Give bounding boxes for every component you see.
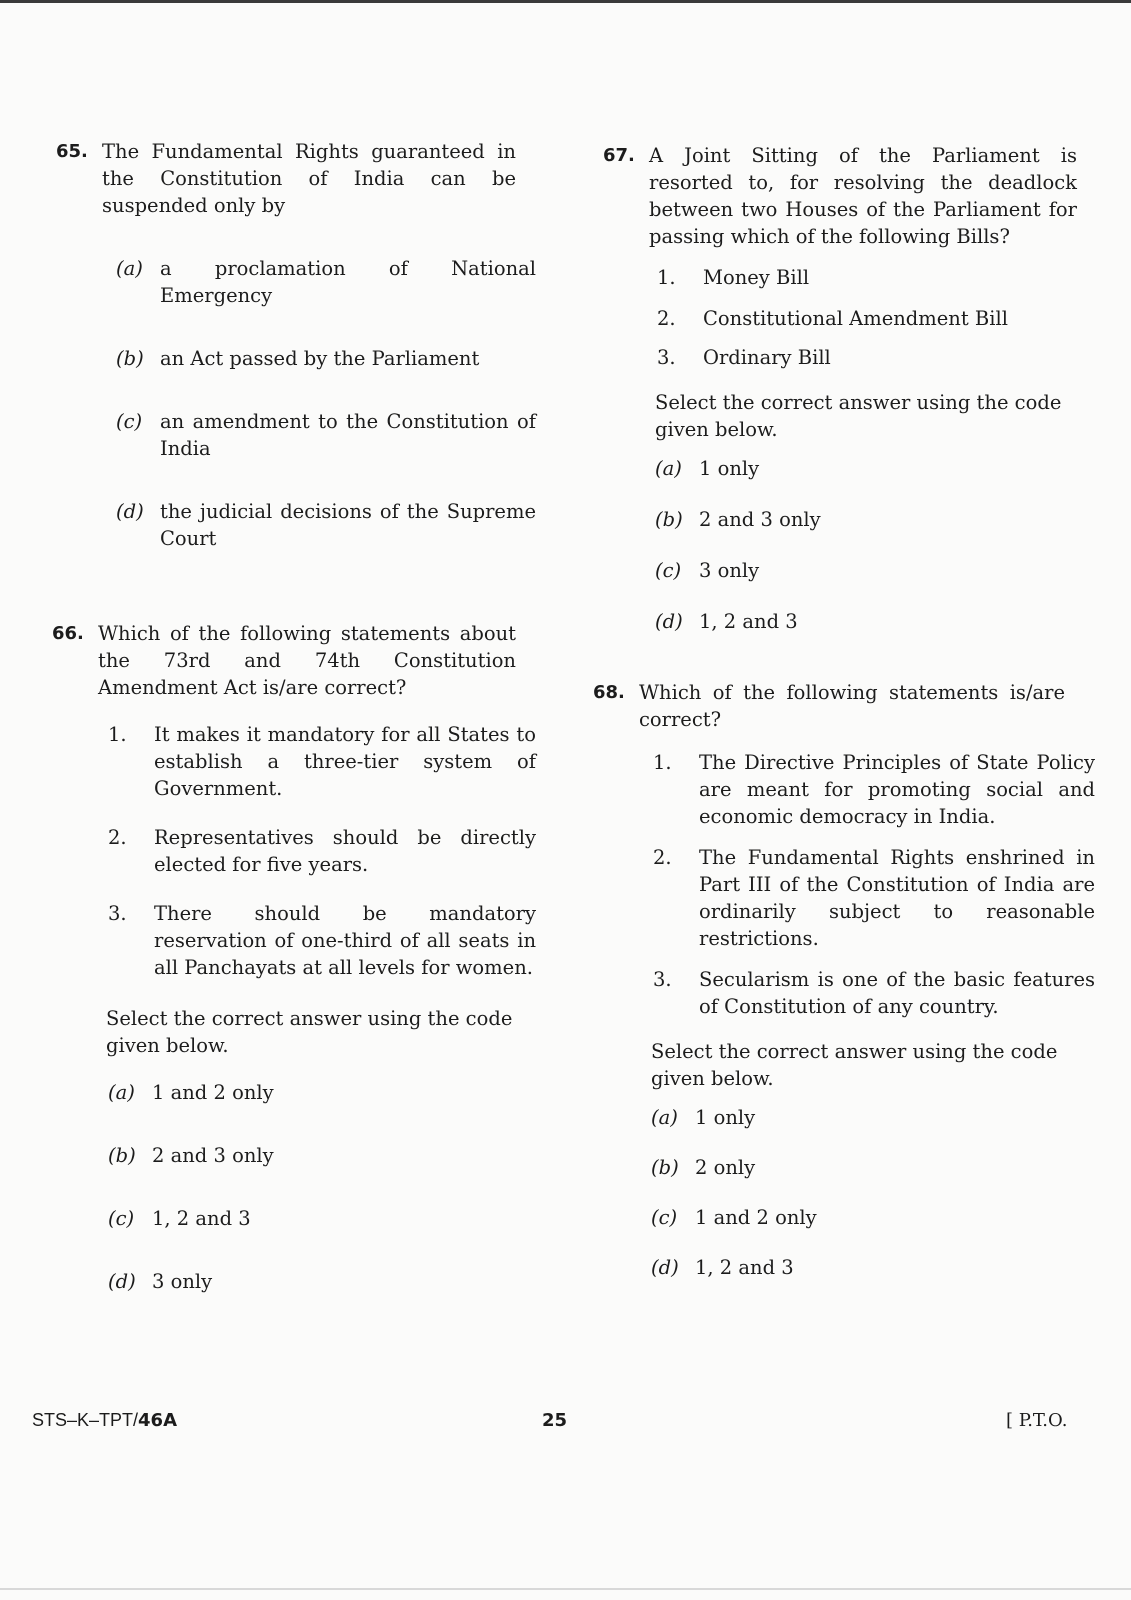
option-text: the judicial decisions of the Supreme Court xyxy=(160,500,536,550)
option-text: 1, 2 and 3 xyxy=(699,610,798,633)
option-d xyxy=(655,608,1095,635)
option-text: a proclamation of National Emergency xyxy=(160,257,536,307)
statement-2 xyxy=(657,305,1095,332)
question-number: 66. xyxy=(52,623,84,644)
option-label: (c) xyxy=(655,559,682,582)
option-b xyxy=(116,345,536,372)
question-number: 68. xyxy=(593,682,625,703)
booklet-code xyxy=(32,1410,177,1431)
booklet-code-prefix: STS–K–TPT/ xyxy=(32,1410,139,1430)
question-number: 67. xyxy=(603,145,635,166)
option-text: 1 and 2 only xyxy=(152,1081,274,1104)
top-border-line xyxy=(0,0,1131,3)
statement-1 xyxy=(108,721,536,802)
statement-1 xyxy=(653,749,1095,830)
statement-3 xyxy=(653,966,1095,1020)
option-a xyxy=(108,1079,536,1106)
option-c xyxy=(651,1204,1095,1231)
statement-text: Representatives should be directly elected for five years. xyxy=(154,826,536,876)
statement-3 xyxy=(108,900,536,981)
option-label: (a) xyxy=(108,1081,135,1104)
option-text: an amendment to the Constitution of India xyxy=(160,410,536,460)
option-label: (c) xyxy=(108,1207,135,1230)
option-text: 1 only xyxy=(695,1106,756,1129)
right-column xyxy=(593,142,1095,1281)
statement-text: The Fundamental Rights enshrined in Part III of the Constitution of India are ordinarily subject to reasonable restrictions. xyxy=(699,846,1095,950)
option-label: (a) xyxy=(651,1106,678,1129)
statement-text: Money Bill xyxy=(703,266,810,289)
option-text: an Act passed by the Parliament xyxy=(160,347,480,370)
option-label: (b) xyxy=(651,1156,679,1179)
page-number: 25 xyxy=(542,1410,568,1431)
question-text: Which of the following statements about the 73rd and 74th Constitution Amendment Act is/are correct? xyxy=(98,622,516,699)
option-text: 3 only xyxy=(152,1270,213,1293)
answer-instruction: Select the correct answer using the code given below. xyxy=(651,1040,1058,1090)
option-text: 1, 2 and 3 xyxy=(695,1256,794,1279)
option-text: 1 and 2 only xyxy=(695,1206,817,1229)
option-b xyxy=(651,1154,1095,1181)
statement-number: 3. xyxy=(653,968,672,991)
statement-text: Secularism is one of the basic features of Constitution of any country. xyxy=(699,968,1095,1018)
option-d xyxy=(116,498,536,552)
option-label: (d) xyxy=(116,500,144,523)
statement-number: 2. xyxy=(657,307,676,330)
statement-text: Constitutional Amendment Bill xyxy=(703,307,1008,330)
option-text: 2 and 3 only xyxy=(152,1144,274,1167)
question-65 xyxy=(56,138,536,552)
question-68 xyxy=(593,679,1095,1281)
option-text: 2 only xyxy=(695,1156,756,1179)
question-number: 65. xyxy=(56,141,88,162)
statement-2 xyxy=(108,824,536,878)
option-c xyxy=(655,557,1095,584)
option-text: 1, 2 and 3 xyxy=(152,1207,251,1230)
question-text: The Fundamental Rights guaranteed in the Constitution of India can be suspended only by xyxy=(102,140,516,217)
statement-number: 2. xyxy=(108,826,127,849)
statement-text: Ordinary Bill xyxy=(703,346,831,369)
option-label: (b) xyxy=(655,508,683,531)
option-label: (c) xyxy=(116,410,143,433)
option-label: (a) xyxy=(655,457,682,480)
statement-number: 2. xyxy=(653,846,672,869)
statement-number: 3. xyxy=(108,902,127,925)
question-text: A Joint Sitting of the Parliament is resorted to, for resolving the deadlock between two Houses of the Parliament for passing which of the following Bills? xyxy=(649,144,1077,248)
booklet-code-suffix: 46A xyxy=(138,1410,178,1431)
statement-number: 1. xyxy=(108,723,127,746)
option-a xyxy=(651,1104,1095,1131)
option-c xyxy=(116,408,536,462)
statement-text: It makes it mandatory for all States to establish a three-tier system of Government. xyxy=(154,723,536,800)
question-text: Which of the following statements is/are correct? xyxy=(639,681,1065,731)
option-c xyxy=(108,1205,536,1232)
option-label: (c) xyxy=(651,1206,678,1229)
option-b xyxy=(655,506,1095,533)
option-label: (d) xyxy=(655,610,683,633)
question-66 xyxy=(52,620,536,1295)
option-label: (d) xyxy=(651,1256,679,1279)
statement-text: The Directive Principles of State Policy are meant for promoting social and economic democracy in India. xyxy=(699,751,1095,828)
option-a xyxy=(116,255,536,309)
option-d xyxy=(651,1254,1095,1281)
option-label: (d) xyxy=(108,1270,136,1293)
option-label: (b) xyxy=(108,1144,136,1167)
statement-number: 1. xyxy=(653,751,672,774)
statement-number: 1. xyxy=(657,266,676,289)
option-text: 2 and 3 only xyxy=(699,508,821,531)
statement-3 xyxy=(657,344,1095,371)
answer-instruction: Select the correct answer using the code given below. xyxy=(106,1007,513,1057)
statement-text: There should be mandatory reservation of one-third of all seats in all Panchayats at all levels for women. xyxy=(154,902,536,979)
option-a xyxy=(655,455,1095,482)
statement-1 xyxy=(657,264,1095,291)
left-column xyxy=(52,138,536,1295)
option-label: (a) xyxy=(116,257,143,280)
pto-label: [ P.T.O. xyxy=(1006,1410,1068,1431)
bottom-border-line xyxy=(0,1588,1131,1590)
question-67 xyxy=(603,142,1095,635)
statement-2 xyxy=(653,844,1095,952)
option-text: 1 only xyxy=(699,457,760,480)
option-b xyxy=(108,1142,536,1169)
option-d xyxy=(108,1268,536,1295)
answer-instruction: Select the correct answer using the code given below. xyxy=(655,391,1062,441)
option-label: (b) xyxy=(116,347,144,370)
statement-number: 3. xyxy=(657,346,676,369)
option-text: 3 only xyxy=(699,559,760,582)
